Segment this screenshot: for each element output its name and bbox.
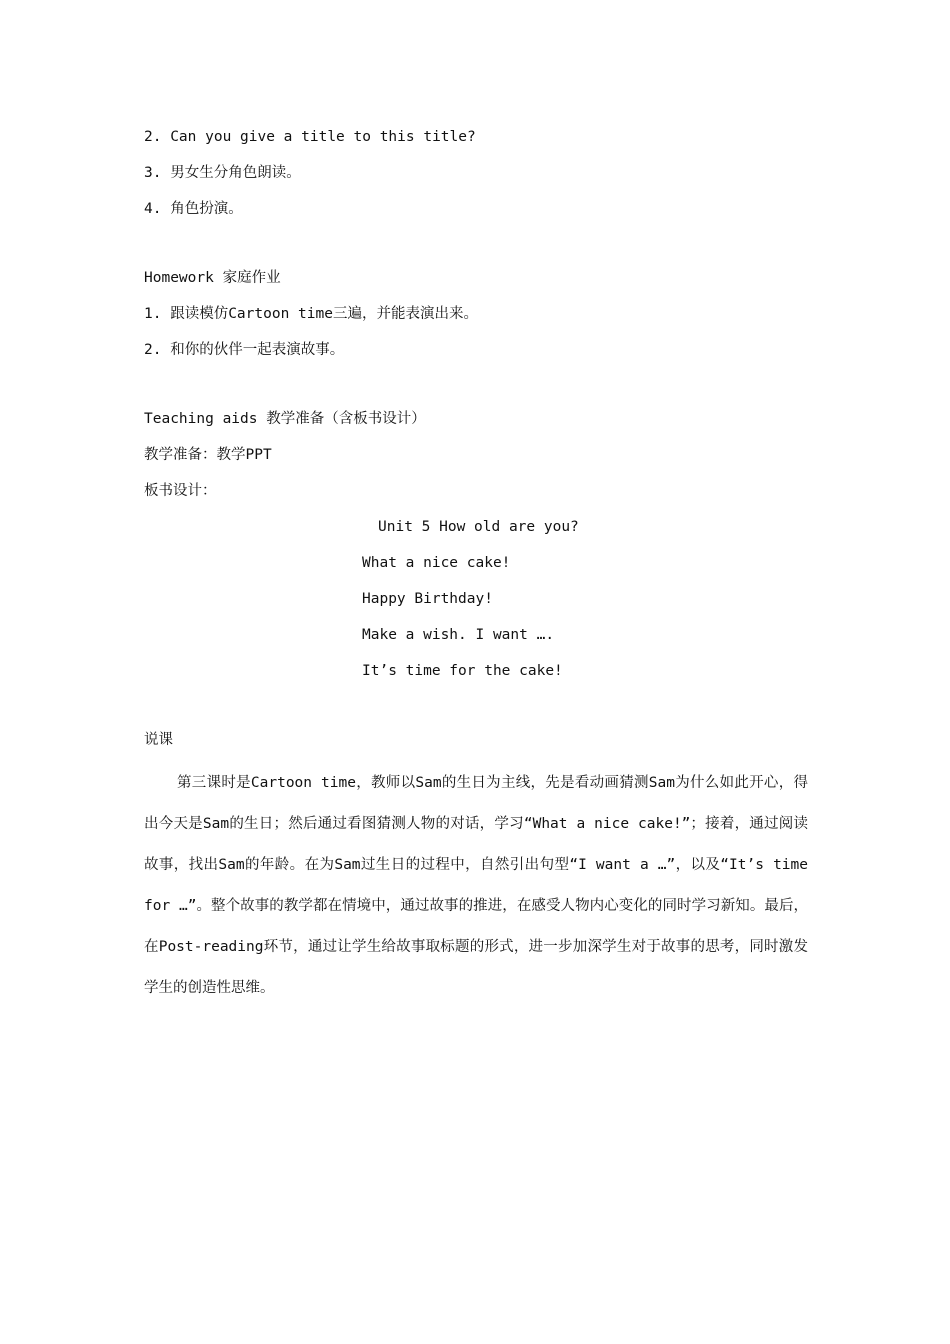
board-title: Unit 5 How old are you? bbox=[378, 519, 579, 535]
homework-item-2: 2. 和你的伙伴一起表演故事。 bbox=[144, 342, 345, 358]
homework-item-1: 1. 跟读模仿Cartoon time三遍，并能表演出来。 bbox=[144, 306, 478, 322]
activity-item-4: 4. 角色扮演。 bbox=[144, 201, 243, 217]
activity-item-2: 2. Can you give a title to this title? bbox=[144, 129, 476, 145]
activity-item-3: 3. 男女生分角色朗读。 bbox=[144, 165, 301, 181]
lecture-heading: 说课 bbox=[144, 732, 173, 748]
lecture-paragraph: 第三课时是Cartoon time，教师以Sam的生日为主线，先是看动画猜测Sam为什么如此开心，得出今天是Sam的生日；然后通过看图猜测人物的对话，学习“What a nice cake!”；接着，通过阅读故事，找出Sam的年龄。在为Sam过生日的过程中，自然引出句型“I want a …”，以及“It’s time for …”。整个故事的教学都在情境中，通过故事的推进，在感受人物内心变化的同时学习新知。最后，在Post-reading环节，通过让学生给故事取标题的形式，进一步加深学生对于故事的思考，同时激发学生的创造性思维。 bbox=[144, 775, 808, 996]
board-line-2: Happy Birthday! bbox=[362, 591, 493, 607]
board-line-3: Make a wish. I want …. bbox=[362, 627, 555, 643]
board-line-1: What a nice cake! bbox=[362, 555, 511, 571]
homework-heading: Homework 家庭作业 bbox=[144, 270, 281, 286]
teaching-prep: 教学准备：教学PPT bbox=[144, 447, 272, 463]
board-design-label: 板书设计： bbox=[144, 483, 217, 499]
teaching-aids-heading: Teaching aids 教学准备（含板书设计） bbox=[144, 411, 426, 427]
board-line-4: It’s time for the cake! bbox=[362, 663, 563, 679]
